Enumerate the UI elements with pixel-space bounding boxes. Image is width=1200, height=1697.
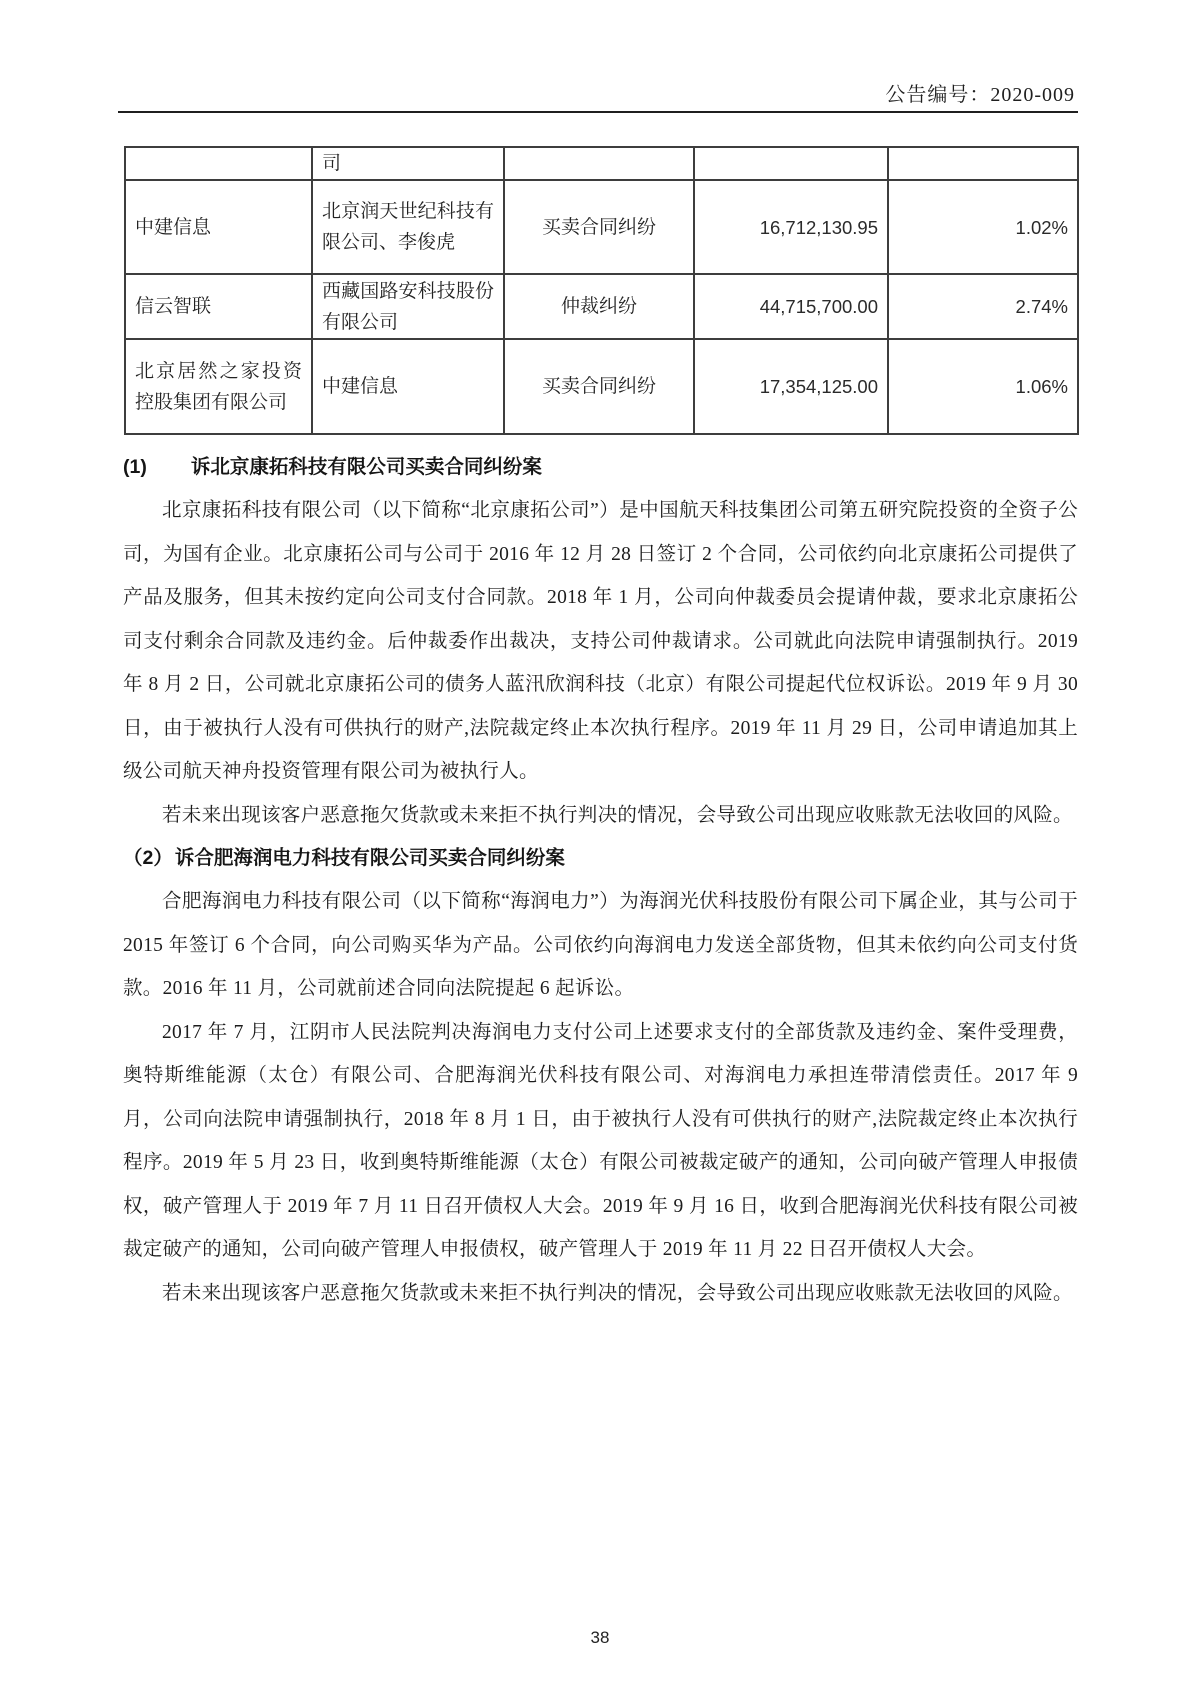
table-row-continuation xyxy=(125,147,1078,180)
doc-number: 公告编号：2020-009 xyxy=(885,84,1075,106)
section-heading-2 xyxy=(123,837,1078,880)
cell-amount: 17,354,125.00 xyxy=(694,339,888,434)
cell-defendant: 司 xyxy=(312,147,504,180)
cell-amount: 16,712,130.95 xyxy=(694,180,888,274)
cell-case-type xyxy=(504,147,694,180)
litigation-table xyxy=(124,146,1079,435)
paragraph: 若未来出现该客户恶意拖欠货款或未来拒不执行判决的情况，会导致公司出现应收账款无法收回的风险。 xyxy=(162,1282,1073,1304)
table-row xyxy=(125,339,1078,434)
table-row xyxy=(125,180,1078,274)
paragraph: 2017 年 7 月，江阴市人民法院判决海润电力支付公司上述要求支付的全部货款及违约金、案件受理费，奥特斯维能源（太仓）有限公司、合肥海润光伏科技有限公司、对海润电力承担连带清偿责任。2017 年 9 月，公司向法院申请强制执行，2018 年 8 月 1 日，由于被执行人没有可供执行的财产,法院裁定终止本次执行程序。2019 年 5 月 23 日，收到奥特斯维能源（太仓）有限公司被裁定破产的通知，公司向破产管理人申报债权，破产管理人于 2019 年 7 月 11 日召开债权人大会。2019 年 9 月 16 日，收到合肥海润光伏科技有限公司被裁定破产的通知，公司向破产管理人申报债权，破产管理人于 2019 年 11 月 22 日召开债权人大会。 xyxy=(123,1021,1079,1260)
cell-plaintiff: 信云智联 xyxy=(125,274,312,339)
section-title: 诉合肥海润电力科技有限公司买卖合同纠纷案 xyxy=(174,847,565,869)
paragraph: 合肥海润电力科技有限公司（以下简称“海润电力”）为海润光伏科技股份有限公司下属企业，其与公司于 2015 年签订 6 个合同，向公司购买华为产品。公司依约向海润电力发送全部货物，但其未依约向公司支付货款。2016 年 11 月，公司就前述合同向法院提起 6 起诉讼。 xyxy=(123,891,1078,999)
cell-defendant: 中建信息 xyxy=(312,339,504,434)
cell-amount xyxy=(694,147,888,180)
paragraph: 北京康拓科技有限公司（以下简称“北京康拓公司”）是中国航天科技集团公司第五研究院投资的全资子公司，为国有企业。北京康拓公司与公司于 2016 年 12 月 28 日签订 2 个合同，公司依约向北京康拓公司提供了产品及服务，但其未按约定向公司支付合同款。2018 年 1 月，公司向仲裁委员会提请仲裁，要求北京康拓公司支付剩余合同款及违约金。后仲裁委作出裁决，支持公司仲裁请求。公司就此向法院申请强制执行。2019 年 8 月 2 日，公司就北京康拓公司的债务人蓝汛欣润科技（北京）有限公司提起代位权诉讼。2019 年 9 月 30 日，由于被执行人没有可供执行的财产,法院裁定终止本次执行程序。2019 年 11 月 29 日，公司申请追加其上级公司航天神舟投资管理有限公司为被执行人。 xyxy=(123,500,1078,782)
header-divider xyxy=(118,111,1078,113)
section-title: 诉北京康拓科技有限公司买卖合同纠纷案 xyxy=(190,456,542,478)
cell-plaintiff: 北京居然之家投资控股集团有限公司 xyxy=(125,339,312,434)
cell-case-type: 买卖合同纠纷 xyxy=(504,180,694,274)
section-number: (1) xyxy=(123,456,147,478)
cell-plaintiff xyxy=(125,147,312,180)
section-number: （2） xyxy=(123,847,173,869)
cell-case-type: 买卖合同纠纷 xyxy=(504,339,694,434)
table-row xyxy=(125,274,1078,339)
document-body xyxy=(123,446,1078,1315)
cell-plaintiff: 中建信息 xyxy=(125,180,312,274)
paragraph: 若未来出现该客户恶意拖欠货款或未来拒不执行判决的情况，会导致公司出现应收账款无法收回的风险。 xyxy=(162,804,1073,826)
cell-percent xyxy=(888,147,1078,180)
cell-defendant: 西藏国路安科技股份有限公司 xyxy=(312,274,504,339)
cell-defendant: 北京润天世纪科技有限公司、李俊虎 xyxy=(312,180,504,274)
cell-percent: 1.06% xyxy=(888,339,1078,434)
cell-case-type: 仲裁纠纷 xyxy=(504,274,694,339)
cell-percent: 2.74% xyxy=(888,274,1078,339)
page-number: 38 xyxy=(590,1628,610,1647)
cell-percent: 1.02% xyxy=(888,180,1078,274)
cell-amount: 44,715,700.00 xyxy=(694,274,888,339)
section-heading-1 xyxy=(123,446,1078,489)
